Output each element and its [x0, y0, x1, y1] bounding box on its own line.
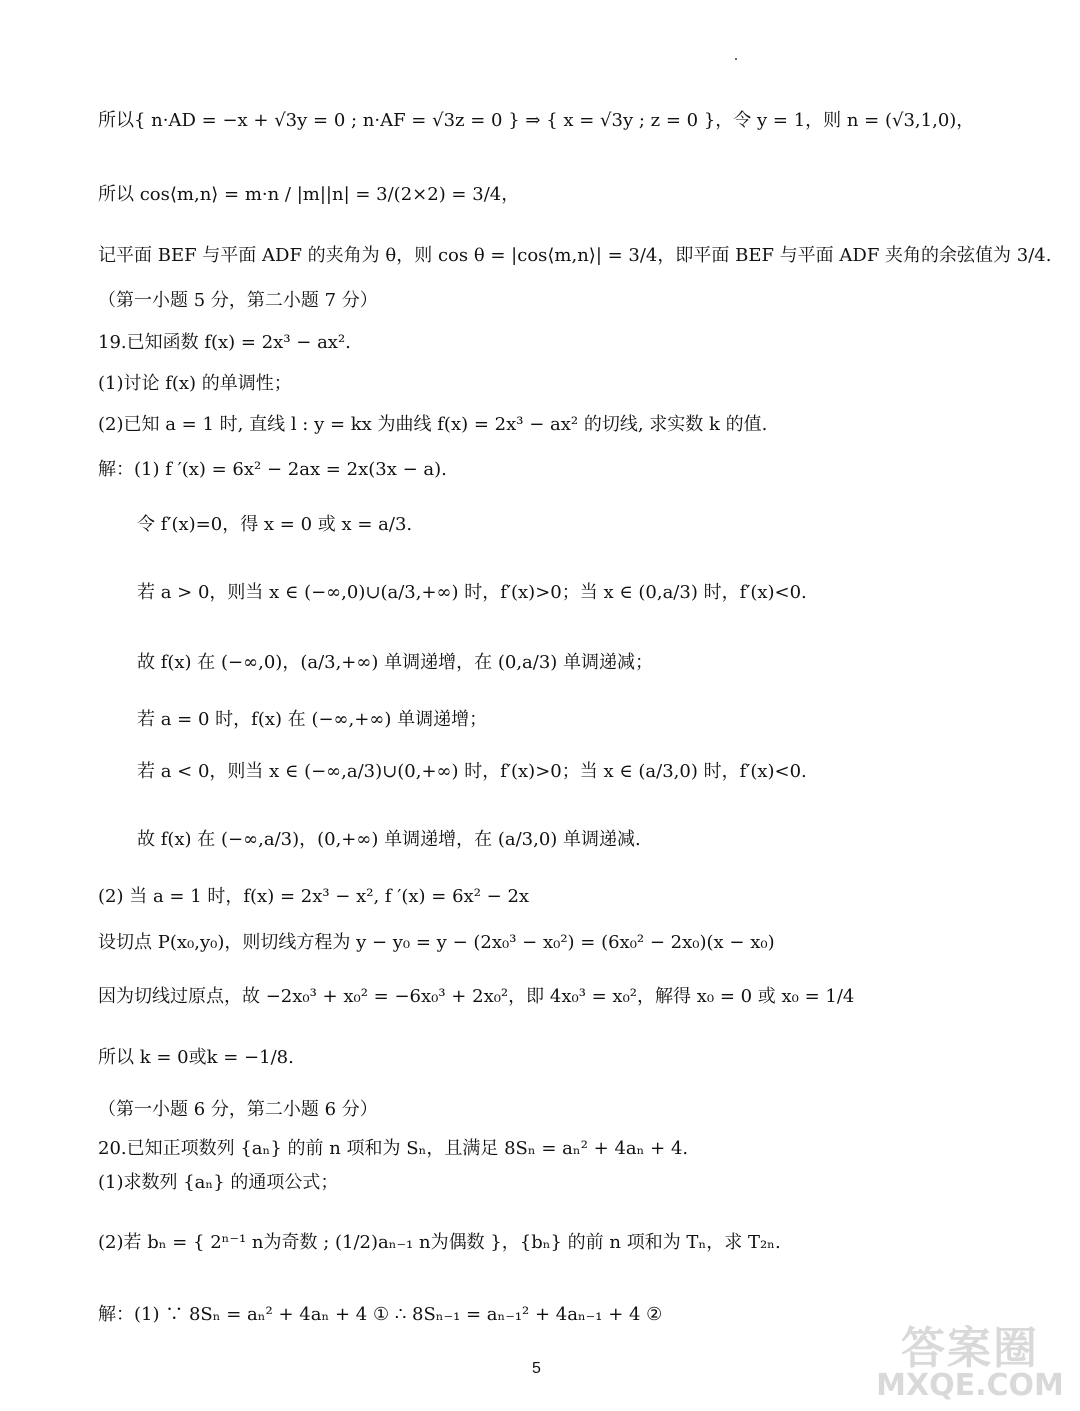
- line-normal-vector: 所以{ n·AD = −x + √3y = 0 ; n·AF = √3z = 0 } ⇒ { x = √3y ; z = 0 }，令 y = 1，则 n = (√3,1,0)，: [98, 110, 975, 131]
- solution-19-case-neg: 若 a < 0，则当 x ∈ (−∞,a/3)∪(0,+∞) 时，f′(x)>0；当 x ∈ (a/3,0) 时，f′(x)<0.: [137, 761, 807, 782]
- solution-19-origin: 因为切线过原点，故 −2x₀³ + x₀² = −6x₀³ + 2x₀²，即 4x₀³ = x₀²，解得 x₀ = 0 或 x₀ = 1/4: [98, 986, 855, 1007]
- solution-19-derivative: 解：(1) f ′(x) = 6x² − 2ax = 2x(3x − a).: [98, 459, 447, 480]
- line-cosine: 所以 cos⟨m,n⟩ = m·n / |m||n| = 3/(2×2) = 3/4，: [98, 184, 520, 205]
- watermark-cn: 答案圈: [901, 1323, 1039, 1374]
- problem-20-part1: (1)求数列 {aₙ} 的通项公式；: [98, 1172, 339, 1193]
- line-score-note-18: （第一小题 5 分，第二小题 7 分）: [98, 290, 378, 311]
- solution-19-case-pos-concl: 故 f(x) 在 (−∞,0)，(a/3,+∞) 单调递增，在 (0,a/3) 单调递减；: [137, 652, 654, 673]
- line-angle-conclusion: 记平面 BEF 与平面 ADF 的夹角为 θ，则 cos θ = |cos⟨m,n⟩| = 3/4，即平面 BEF 与平面 ADF 夹角的余弦值为 3/4.: [98, 245, 1052, 266]
- solution-19-tangent: 设切点 P(x₀,y₀)，则切线方程为 y − y₀ = y − (2x₀³ − x₀²) = (6x₀² − 2x₀)(x − x₀): [98, 932, 775, 953]
- solution-19-case-neg-concl: 故 f(x) 在 (−∞,a/3)，(0,+∞) 单调递增，在 (a/3,0) 单调递减.: [137, 829, 641, 850]
- page-number: 5: [532, 1360, 541, 1377]
- problem-19-part2: (2)已知 a = 1 时, 直线 l : y = kx 为曲线 f(x) = 2x³ − ax² 的切线, 求实数 k 的值.: [98, 414, 768, 435]
- solution-20-start: 解：(1) ∵ 8Sₙ = aₙ² + 4aₙ + 4 ① ∴ 8Sₙ₋₁ = aₙ₋₁² + 4aₙ₋₁ + 4 ②: [98, 1304, 663, 1325]
- watermark-logo: [870, 1312, 1070, 1408]
- solution-19-roots: 令 f′(x)=0，得 x = 0 或 x = a/3.: [137, 514, 413, 535]
- solution-19-case-pos: 若 a > 0，则当 x ∈ (−∞,0)∪(a/3,+∞) 时，f′(x)>0；当 x ∈ (0,a/3) 时，f′(x)<0.: [137, 582, 807, 603]
- problem-19-stem: 19.已知函数 f(x) = 2x³ − ax².: [98, 332, 351, 353]
- solution-19-part2-setup: (2) 当 a = 1 时，f(x) = 2x³ − x², f ′(x) = 6x² − 2x: [98, 886, 530, 907]
- speck: [735, 58, 737, 60]
- solution-19-answer: 所以 k = 0或k = −1/8.: [98, 1047, 294, 1068]
- problem-20-part2: (2)若 bₙ = { 2ⁿ⁻¹ n为奇数 ; (1/2)aₙ₋₁ n为偶数 }，{bₙ} 的前 n 项和为 Tₙ，求 T₂ₙ.: [98, 1232, 781, 1253]
- watermark-en: MXQE.COM: [876, 1368, 1064, 1403]
- line-score-note-19: （第一小题 6 分，第二小题 6 分）: [98, 1099, 378, 1120]
- problem-19-part1: (1)讨论 f(x) 的单调性；: [98, 373, 292, 394]
- problem-20-stem: 20.已知正项数列 {aₙ} 的前 n 项和为 Sₙ，且满足 8Sₙ = aₙ² + 4aₙ + 4.: [98, 1138, 689, 1159]
- solution-19-case-zero: 若 a = 0 时，f(x) 在 (−∞,+∞) 单调递增；: [137, 709, 488, 730]
